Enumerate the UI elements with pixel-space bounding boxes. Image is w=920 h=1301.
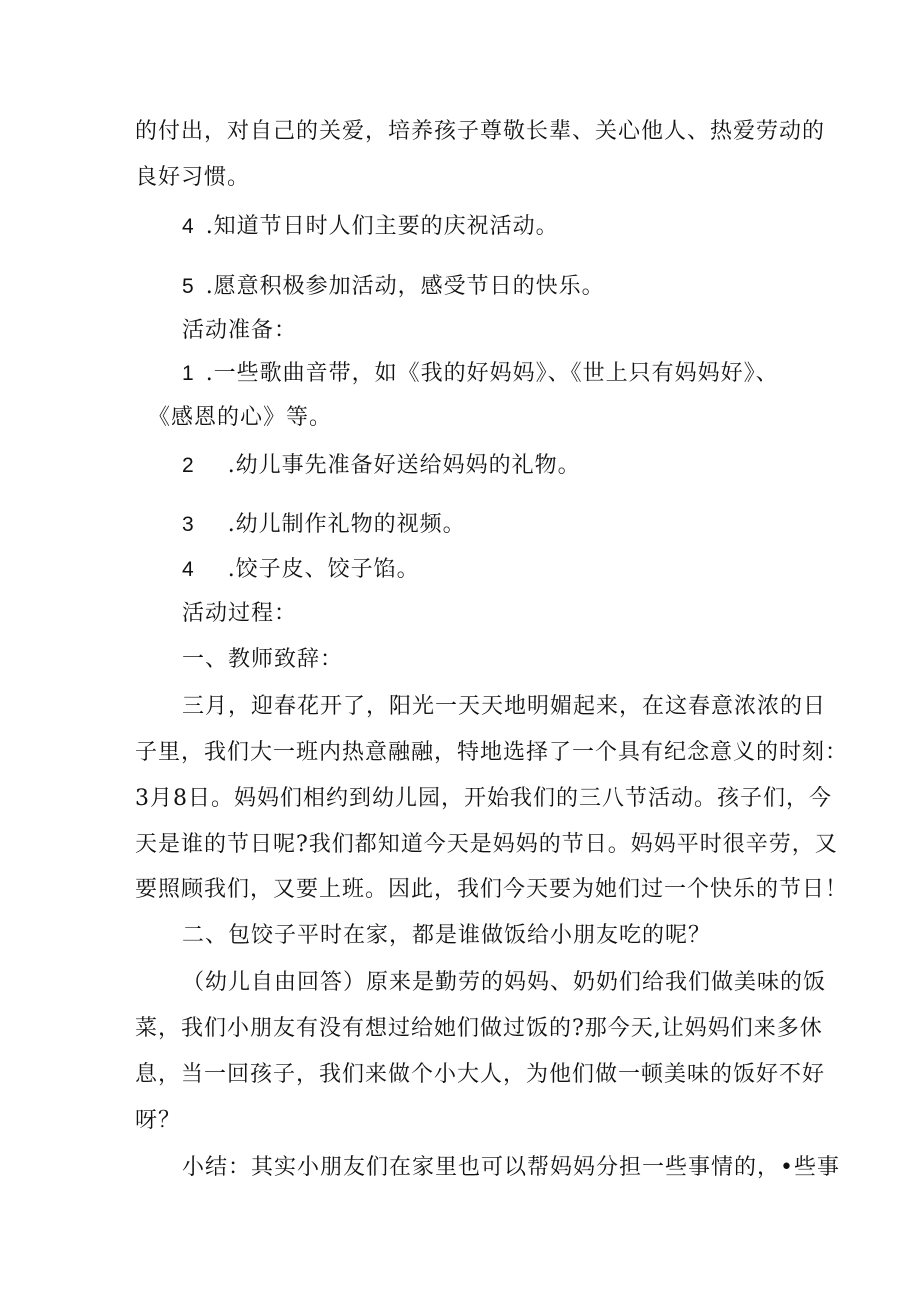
list-number: 3 <box>182 513 194 536</box>
paragraph-line: 呀？ <box>135 1108 182 1133</box>
section-heading: 一、教师致辞： <box>182 647 344 672</box>
list-item <box>182 212 559 242</box>
list-item-text: .幼儿事先准备好送给妈妈的礼物。 <box>227 453 581 478</box>
list-item <box>182 359 779 389</box>
list-item-text: .愿意积极参加活动，感受节日的快乐。 <box>205 274 605 299</box>
paragraph-line: 3月8日。妈妈们相约到幼儿园，开始我们的三八节活动。孩子们，今 <box>135 786 832 811</box>
section-heading: 二、包饺子平时在家，都是谁做饭给小朋友吃的呢？ <box>182 923 712 948</box>
list-number: 4 <box>182 558 194 581</box>
list-item <box>182 451 581 481</box>
paragraph-line: 三月，迎春花开了，阳光一天天地明媚起来，在这春意浓浓的日 <box>182 694 827 719</box>
paragraph-line: 菜，我们小朋友有没有想过给她们做过饭的?那今天,让妈妈们来多休 <box>135 1016 823 1041</box>
paragraph-line: 小结：其实小朋友们在家里也可以帮妈妈分担一些事情的，•些事 <box>182 1155 840 1180</box>
list-number: 5 <box>182 275 194 298</box>
paragraph-line: 要照顾我们，又要上班。因此，我们今天要为她们过一个快乐的节日！ <box>135 877 849 902</box>
list-number: 2 <box>182 454 194 477</box>
list-item <box>182 555 420 585</box>
paragraph-line: 息，当一回孩子，我们来做个小大人，为他们做一顿美味的饭好不好 <box>135 1062 826 1087</box>
paragraph-line: 良好习惯。 <box>135 165 251 190</box>
list-item-text: .幼儿制作礼物的视频。 <box>227 512 466 537</box>
paragraph-line: 《感恩的心》等。 <box>148 405 333 430</box>
list-number: 1 <box>182 362 194 385</box>
paragraph-line: 子里，我们大一班内热意融融，特地选择了一个具有纪念意义的时刻： <box>135 740 849 765</box>
list-item-text: .一些歌曲音带，如《我的好妈妈》、《世上只有妈妈好》、 <box>205 361 779 386</box>
paragraph-line: 天是谁的节日呢?我们都知道今天是妈妈的节日。妈妈平时很辛劳，又 <box>135 832 838 857</box>
list-number: 4 <box>182 215 194 238</box>
section-heading: 活动准备： <box>182 318 298 343</box>
list-item <box>182 272 605 302</box>
paragraph-line: 的付出，对自己的关爱，培养孩子尊敬长辈、关心他人、热爱劳动的 <box>135 119 826 144</box>
list-item <box>182 510 466 540</box>
paragraph-line: （幼儿自由回答）原来是勤劳的妈妈、奶奶们给我们做美味的饭 <box>182 970 827 995</box>
section-heading: 活动过程： <box>182 601 298 626</box>
list-item-text: .知道节日时人们主要的庆祝活动。 <box>205 214 559 239</box>
list-item-text: .饺子皮、饺子馅。 <box>227 557 420 582</box>
